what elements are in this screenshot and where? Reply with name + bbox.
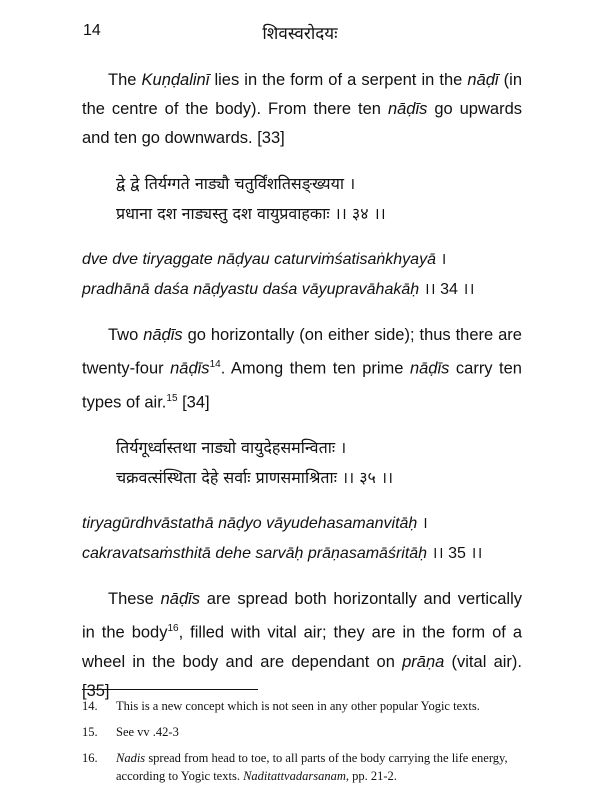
transliteration-34 xyxy=(82,245,522,305)
term-kundalini: Kuṇḍalinī xyxy=(141,71,210,89)
footnote-14 xyxy=(82,697,522,715)
paragraph-33 xyxy=(82,66,522,153)
text: Naditattvadarsanam xyxy=(243,769,346,783)
verse-line: प्रधाना दश नाड्यस्तु दश वायुप्रवाहकाः ।। ३४ ।। xyxy=(116,204,386,223)
verse-mark: ।। 34 ।। xyxy=(419,281,475,298)
translit-line xyxy=(82,539,522,569)
running-title: शिवस्वरोदयः xyxy=(262,24,338,44)
footnote-15 xyxy=(82,723,522,741)
translit-text: cakravatsaṁsthitā dehe sarvāḥ prāṇasamāśritāḥ xyxy=(82,545,428,562)
term-nadis: nāḍīs xyxy=(387,100,428,118)
text: (in the centre of the body). From there ten xyxy=(82,71,522,118)
text: Two xyxy=(108,326,144,344)
footnote-text xyxy=(116,749,522,785)
footnote-text: See vv .42-3 xyxy=(116,725,179,739)
translit-text: tiryagūrdhvāstathā nāḍyo vāyudehasamanvitāḥ xyxy=(82,515,418,532)
footnote-number: 14. xyxy=(82,699,98,713)
term-nadis: nāḍīs xyxy=(170,359,210,378)
verse-line: तिर्यगूर्ध्वास्तथा नाड्यो वायुदेहसमन्विताः । xyxy=(116,438,347,457)
verse-mark: । xyxy=(417,515,428,532)
term-nadi: nāḍī xyxy=(467,71,499,89)
text: go upwards and ten go downwards. [33] xyxy=(82,100,522,147)
text: The xyxy=(108,71,142,89)
footnote-ref-14[interactable]: 14 xyxy=(209,359,221,370)
page-header xyxy=(0,22,600,46)
verse-line: द्वे द्वे तिर्यग्गते नाड्यौ चतुर्विंशतिसङ्ख्यया । xyxy=(116,174,356,193)
verse-mark: ।। 35 ।। xyxy=(427,545,483,562)
text: , pp. 21-2. xyxy=(345,769,397,783)
text: spread from head to toe, to all parts of the body carrying the life energy, according to Yogic texts. xyxy=(116,751,508,783)
text: are spread both horizontally and vertically in the body xyxy=(82,590,522,642)
sanskrit-verse-34 xyxy=(116,169,522,229)
text: lies in the form of a serpent in the xyxy=(209,71,468,89)
term-nadis: nāḍīs xyxy=(143,326,183,344)
text: , filled with vital air; they are in the form of a wheel in the body and are dependant on xyxy=(82,623,522,671)
term-prana: prāṇa xyxy=(402,652,445,671)
translit-line xyxy=(82,509,522,539)
footnote-number: 15. xyxy=(82,725,98,739)
text: [34] xyxy=(177,393,210,411)
text: carry ten types of air. xyxy=(82,359,522,411)
text: These xyxy=(108,590,161,608)
term-nadis: nāḍīs xyxy=(409,359,450,378)
footnote-divider xyxy=(82,689,258,690)
footnote-ref-16[interactable]: 16 xyxy=(167,623,179,634)
translit-text: pradhānā daśa nāḍyastu daśa vāyupravāhakāḥ xyxy=(82,281,420,298)
footnotes xyxy=(82,697,522,793)
translit-line xyxy=(82,275,522,305)
term-nadis: nāḍīs xyxy=(160,590,201,608)
verse-line: चक्रवत्संस्थिता देहे सर्वाः प्राणसमाश्रिताः ।। ३५ ।। xyxy=(116,468,394,487)
paragraph-35 xyxy=(82,585,522,706)
page-number: 14 xyxy=(83,22,101,39)
paragraph-34 xyxy=(82,321,522,417)
text: (vital air). [35] xyxy=(82,652,522,700)
verse-mark: । xyxy=(435,251,447,268)
sanskrit-verse-35 xyxy=(116,433,522,493)
translit-line xyxy=(82,245,522,275)
footnote-ref-15[interactable]: 15 xyxy=(166,392,178,404)
translit-text: dve dve tiryaggate nāḍyau caturviṁśatisaṅkhyayā xyxy=(82,251,436,268)
footnote-text: This is a new concept which is not seen in any other popular Yogic texts. xyxy=(116,699,480,713)
footnote-16 xyxy=(82,749,522,785)
footnote-number: 16. xyxy=(82,751,98,765)
page-body xyxy=(82,66,522,722)
text: . Among them ten prime xyxy=(220,359,410,378)
transliteration-35 xyxy=(82,509,522,569)
text: Nadis xyxy=(116,751,146,765)
text: go horizontally (on either side); thus there are twenty-four xyxy=(82,326,522,378)
